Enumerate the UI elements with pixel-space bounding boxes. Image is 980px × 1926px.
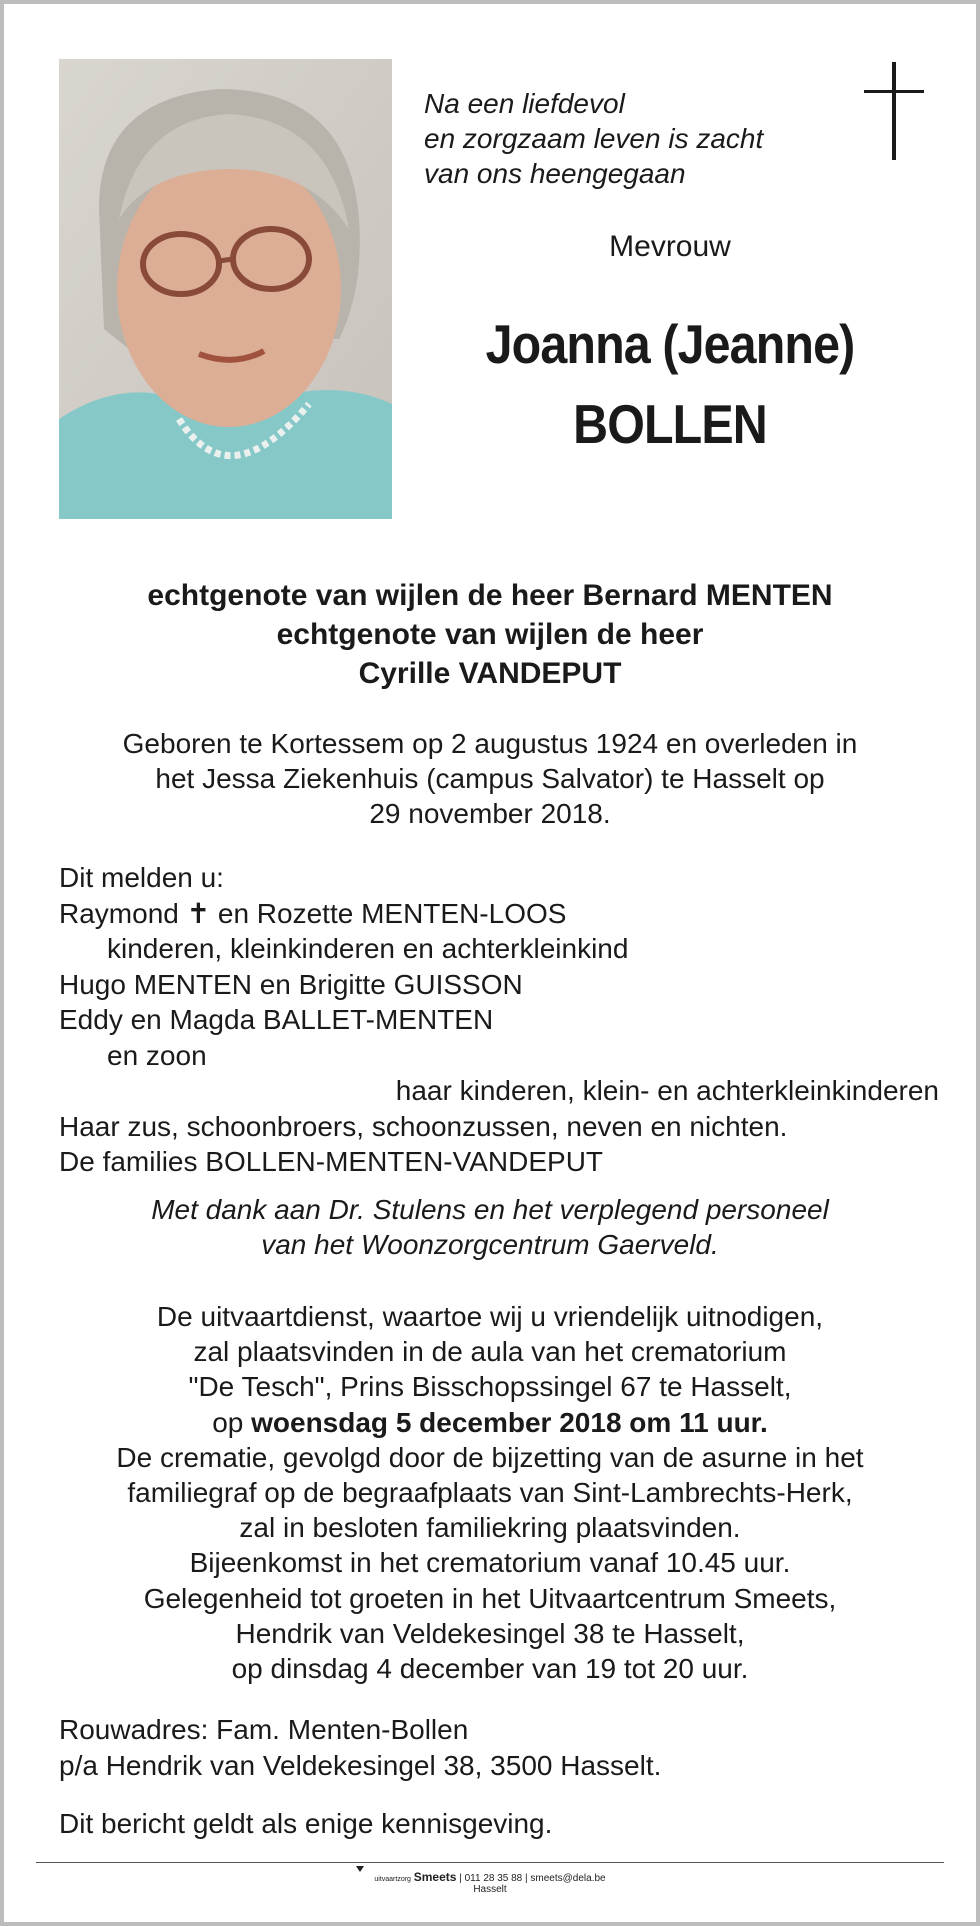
address-line: Rouwadres: Fam. Menten-Bollen — [59, 1714, 469, 1745]
service-line: "De Tesch", Prins Bisschopssingel 67 te Hasselt, — [188, 1371, 792, 1403]
family-lead: Dit melden u: — [59, 862, 224, 893]
family-line: De families BOLLEN-MENTEN-VANDEPUT — [59, 1146, 604, 1177]
footer-brand: Smeets — [413, 1870, 457, 1884]
family-line: en zoon — [107, 1039, 207, 1071]
intro-line: Na een liefdevol — [424, 88, 625, 119]
funeral-home-footer: uitvaartzorg Smeets | 011 28 35 88 | smeets@dela.be Hasselt — [290, 1866, 690, 1895]
spouse-line: echtgenote van wijlen de heer — [276, 618, 704, 651]
thanks-text — [40, 1192, 940, 1262]
address-line: p/a Hendrik van Veldekesingel 38, 3500 Hasselt. — [59, 1750, 662, 1781]
service-line: Bijeenkomst in het crematorium vanaf 10.45 uur. — [189, 1547, 791, 1579]
thanks-line: Met dank aan Dr. Stulens en het verplegend personeel — [151, 1194, 829, 1225]
family-list — [59, 860, 939, 1180]
birth-line: Geboren te Kortessem op 2 augustus 1924 en overleden in — [122, 728, 858, 759]
honorific: Mevrouw — [609, 230, 731, 263]
family-line: Raymond ✝ en Rozette MENTEN-LOOS — [59, 897, 567, 929]
family-line: haar kinderen, klein- en achterkleinkinderen — [395, 1075, 939, 1106]
spouse-line: Cyrille VANDEPUT — [358, 657, 622, 690]
service-details — [40, 1299, 940, 1686]
service-line: Gelegenheid tot groeten in het Uitvaartcentrum Smeets, — [143, 1582, 837, 1614]
service-line: op dinsdag 4 december van 19 tot 20 uur. — [231, 1653, 749, 1685]
service-line: op woensdag 5 december 2018 om 11 uur. — [212, 1406, 768, 1438]
service-line: familiegraf op de begraafplaats van Sint-Lambrechts-Herk, — [127, 1477, 853, 1509]
service-date: woensdag 5 december 2018 om 11 uur. — [251, 1406, 768, 1438]
intro-line: van ons heengegaan — [424, 158, 686, 189]
footer-prefix: uitvaartzorg — [374, 1876, 411, 1883]
family-line: Haar zus, schoonbroers, schoonzussen, neven en nichten. — [59, 1110, 788, 1142]
mourning-address — [59, 1712, 939, 1784]
footer-phone: 011 28 35 88 — [464, 1873, 523, 1884]
notice-text: Dit bericht geldt als enige kennisgeving. — [59, 1808, 553, 1839]
birth-line: 29 november 2018. — [369, 798, 611, 829]
intro-text — [424, 86, 844, 191]
service-line: Hendrik van Veldekesingel 38 te Hasselt, — [235, 1617, 745, 1649]
service-line: De uitvaartdienst, waartoe wij u vriendelijk uitnodigen, — [156, 1301, 824, 1332]
cross-icon — [864, 62, 924, 160]
birth-line: het Jessa Ziekenhuis (campus Salvator) te Hasselt op — [155, 763, 825, 794]
spouse-info — [40, 576, 940, 693]
family-line: Hugo MENTEN en Brigitte GUISSON — [59, 968, 523, 1000]
birth-death-info — [40, 726, 940, 831]
family-line: Eddy en Magda BALLET-MENTEN — [59, 1004, 494, 1035]
deceased-name — [459, 304, 881, 464]
portrait-photo — [59, 59, 392, 519]
service-line: De crematie, gevolgd door de bijzetting van de asurne in het — [116, 1441, 864, 1473]
footer-divider — [36, 1862, 944, 1863]
thanks-line: van het Woonzorgcentrum Gaerveld. — [261, 1229, 719, 1260]
name-last: BOLLEN — [573, 393, 767, 455]
service-line: zal plaatsvinden in de aula van het crematorium — [193, 1336, 787, 1368]
name-first: Joanna (Jeanne) — [485, 313, 855, 375]
service-line: zal in besloten familiekring plaatsvinden. — [239, 1512, 741, 1544]
spouse-line: echtgenote van wijlen de heer Bernard MENTEN — [147, 579, 833, 612]
intro-line: en zorgzaam leven is zacht — [424, 123, 764, 154]
footer-city: Hasselt — [473, 1884, 507, 1895]
footer-email: smeets@dela.be — [530, 1873, 606, 1884]
deceased-cross-icon: ✝ — [186, 897, 211, 929]
family-line: kinderen, kleinkinderen en achterkleinkind — [107, 933, 629, 964]
